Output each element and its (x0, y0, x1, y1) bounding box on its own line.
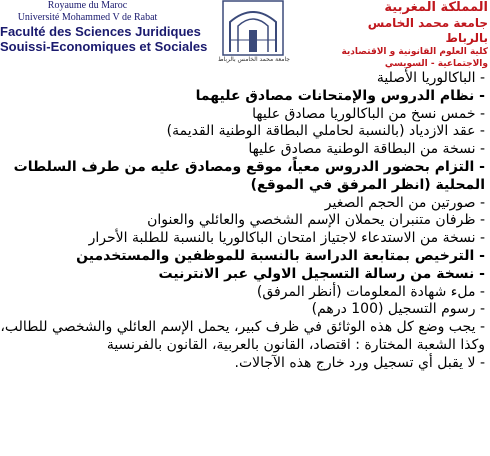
list-item: - عقد الازدياد (بالنسبة لحاملي البطاقة الوطنية القديمة) (166, 123, 485, 140)
list-item: - ظرفان متنبران يحملان الإسم الشخصي والعائلي والعنوان (147, 212, 485, 229)
header-fr-line1: Royaume du Maroc (47, 0, 128, 11)
logo-caption: جامعة محمد الخامس بالرباط (217, 56, 291, 63)
list-item: - يجب وضع كل هذه الوثائق في ظرف كبير، يحمل الإسم العائلي والشخصي للطالب، وكذا الشعبة المختارة : اقتصاد، القانون بالعربية، القانون بالفرنسية (0, 319, 485, 353)
list-item: - نسخة من الاستدعاء لاجتياز امتحان الباكالوريا بالنسبة للطلبة الأحرار (88, 230, 485, 247)
list-item: - نسخة من البطاقة الوطنية مصادق عليها (248, 141, 485, 158)
header-ar-line1: المملكة المغربية (384, 0, 488, 15)
header-arabic (338, 0, 488, 70)
header-ar-line4: والاجتماعية - السويسي (384, 59, 488, 69)
university-logo-icon (222, 0, 284, 58)
document-header (0, 0, 490, 76)
header-fr-line3: Faculté des Sciences Juridiques (0, 24, 201, 39)
header-fr-line2: Université Mohammed V de Rabat (17, 12, 158, 23)
header-french (0, 0, 208, 54)
header-ar-line2: جامعة محمد الخامس بالرباط (367, 16, 488, 45)
list-item: - لا يقبل أي تسجيل ورد خارج هذه الآجالات. (234, 354, 485, 371)
list-item: - التزام بحضور الدروس معياً، موقع ومصادق عليه من طرف السلطات المحلية (انظر المرفق في الموقع) (13, 158, 485, 193)
header-fr-line4: Souissi-Economiques et Sociales (0, 39, 208, 54)
list-item: - نسخة من رسالة التسجيل الاولي عبر الانترنيت (158, 265, 485, 282)
list-item: - الباكالوريا الأصلية (376, 70, 485, 86)
requirements-list (0, 70, 485, 373)
list-item: - صورتين من الحجم الصغير (324, 194, 485, 211)
header-ar-line3: كلية العلوم القانونية و الاقتصادية (341, 47, 488, 57)
list-item: - الترخيص بمتابعة الدراسة بالنسبة للموظفين والمستخدمين (76, 247, 485, 264)
list-item: - نظام الدروس والإمتحانات مصادق عليهما (195, 87, 485, 104)
list-item: - رسوم التسجيل (100 درهم) (311, 301, 485, 318)
list-item: - خمس نسخ من الباكالوريا مصادق عليها (252, 105, 485, 122)
list-item: - ملء شهادة المعلومات (أنظر المرفق) (256, 283, 485, 300)
